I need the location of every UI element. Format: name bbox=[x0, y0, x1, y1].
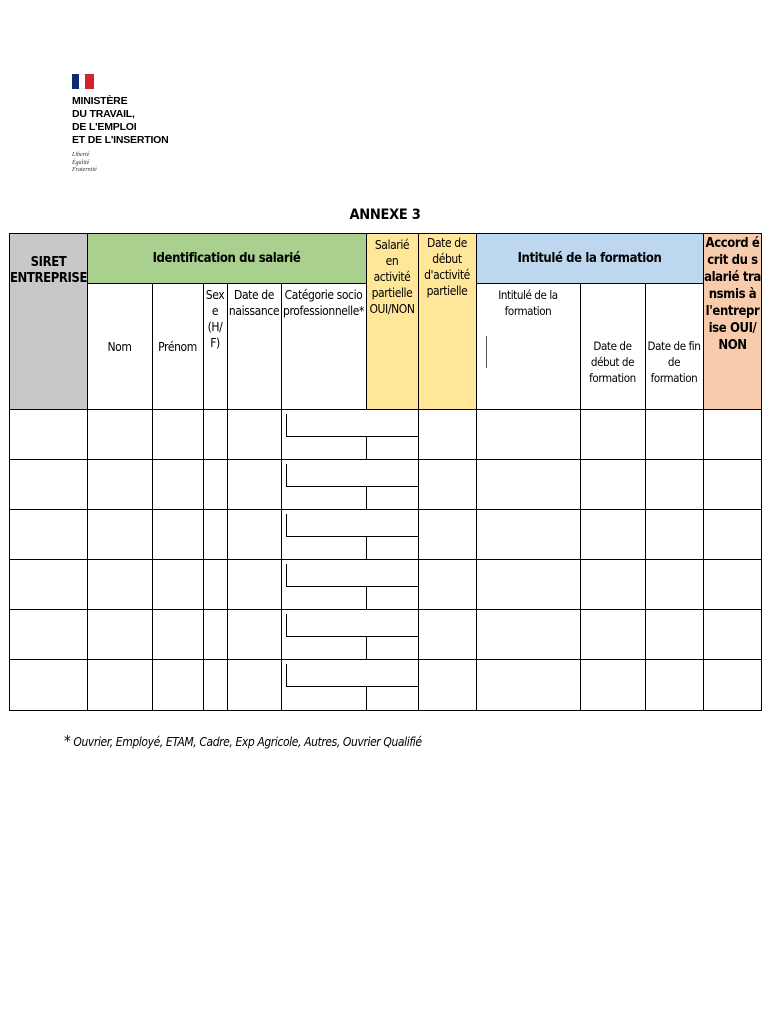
motto-line: Égalité bbox=[72, 159, 90, 166]
header-date-naissance: Date de naissance bbox=[228, 288, 280, 318]
ministry-name bbox=[72, 95, 182, 147]
republic-motto bbox=[72, 152, 182, 175]
annex-title: ANNEXE 3 bbox=[349, 207, 421, 223]
header-salarie-activite: Salarié en activité partielle OUI/NON bbox=[366, 233, 418, 409]
header-intitule-formation: Intitulé de la formation bbox=[476, 233, 703, 284]
header-identification: Identification du salarié bbox=[87, 233, 366, 284]
ministry-line: ET DE L'INSERTION bbox=[72, 134, 169, 146]
ministry-line: MINISTÈRE bbox=[72, 95, 128, 107]
ministry-line: DE L'EMPLOI bbox=[72, 121, 137, 133]
header-categorie: Catégorie socioprofessionnelle* bbox=[283, 288, 364, 318]
header-accord: Accord écrit du salarié transmis à l'entreprise OUI/NON bbox=[703, 233, 762, 409]
footnote-text: Ouvrier, Employé, ETAM, Cadre, Exp Agricole, Autres, Ouvrier Qualifié bbox=[73, 735, 422, 749]
republique-francaise-logo bbox=[72, 74, 182, 175]
header-sexe: Sexe (H/F) bbox=[205, 288, 225, 350]
ministry-line: DU TRAVAIL, bbox=[72, 108, 135, 120]
footnote bbox=[64, 732, 422, 750]
french-flag-icon bbox=[72, 74, 94, 89]
header-nom: Nom bbox=[107, 339, 132, 354]
motto-line: Fraternité bbox=[72, 167, 97, 173]
footnote-marker: * bbox=[64, 732, 71, 750]
header-date-debut-formation: Date de début de formation bbox=[589, 338, 636, 385]
header-intitule-sub: Intitulé de la formation bbox=[498, 288, 558, 318]
motto-line: Liberté bbox=[72, 152, 90, 158]
header-date-fin-formation: Date de fin de formation bbox=[647, 338, 701, 385]
header-prenom: Prénom bbox=[158, 339, 197, 354]
header-siret: SIRET ENTREPRISE bbox=[10, 233, 87, 409]
header-date-debut-activite: Date de début d'activité partielle bbox=[418, 233, 476, 409]
